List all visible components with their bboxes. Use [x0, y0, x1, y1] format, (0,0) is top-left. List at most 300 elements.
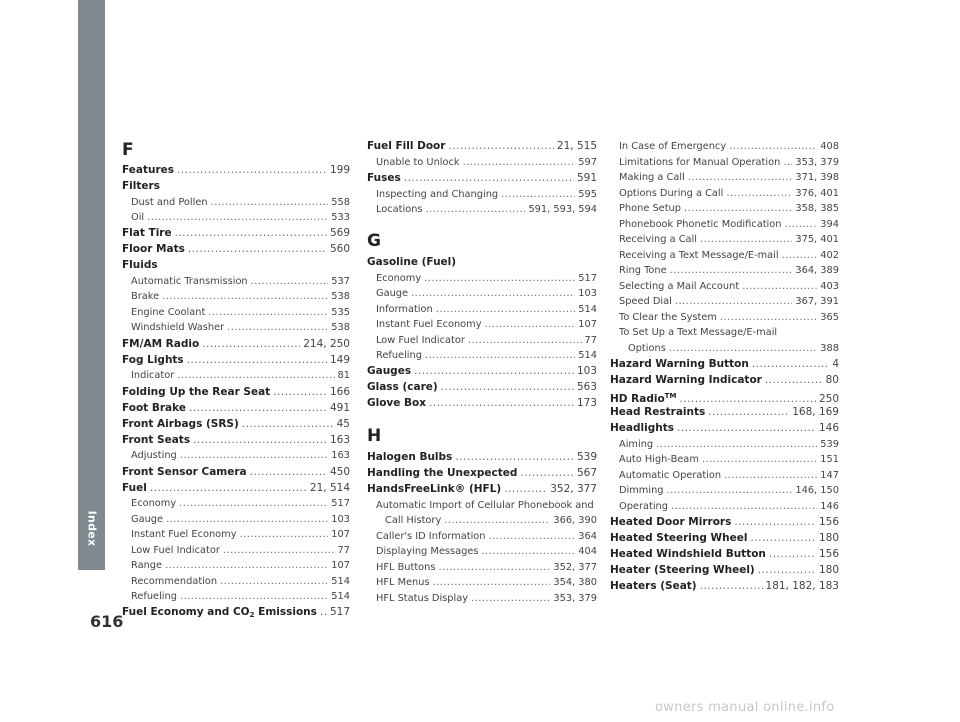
- page-reference[interactable]: 533: [331, 212, 350, 223]
- page-reference[interactable]: 567: [576, 467, 597, 479]
- index-term: [610, 372, 762, 389]
- dot-leader: [752, 356, 829, 373]
- index-subentry: [131, 447, 350, 464]
- index-term: [619, 293, 672, 310]
- index-term-text: Call History: [385, 515, 442, 526]
- index-subentry: [376, 590, 597, 607]
- page-reference[interactable]: 149: [329, 354, 350, 366]
- index-term: [122, 604, 317, 624]
- index-term-suffix: Emissions: [254, 606, 317, 618]
- index-term: [131, 367, 174, 384]
- page-reference[interactable]: 535: [331, 307, 350, 318]
- dot-leader: [240, 526, 329, 543]
- index-term: [628, 340, 666, 357]
- index-term-text: Phone Setup: [619, 203, 681, 214]
- page-reference[interactable]: 199: [329, 164, 350, 176]
- index-term: [610, 578, 697, 595]
- dot-leader: [175, 225, 327, 242]
- page-reference[interactable]: 352, 377: [550, 483, 597, 495]
- page-reference[interactable]: 408: [820, 141, 839, 152]
- dot-leader: [429, 395, 574, 412]
- page-reference[interactable]: 156: [818, 548, 839, 560]
- page-reference[interactable]: 591, 593, 594: [528, 204, 597, 215]
- index-subentry: [619, 482, 839, 499]
- dot-leader: [669, 340, 817, 357]
- dot-leader: [189, 400, 327, 417]
- dot-leader: [227, 319, 328, 336]
- page-reference[interactable]: 107: [331, 529, 350, 540]
- index-term-text: Flat Tire: [122, 227, 172, 239]
- index-term: [122, 241, 185, 258]
- index-entry: [610, 404, 839, 421]
- index-term-text: Low Fuel Indicator: [131, 545, 220, 556]
- dot-leader: [667, 482, 793, 499]
- index-term: [619, 231, 697, 248]
- dot-leader: [758, 562, 816, 579]
- index-entry: [610, 514, 839, 531]
- page-reference[interactable]: 250: [818, 393, 839, 405]
- page-reference[interactable]: 403: [820, 281, 839, 292]
- dot-leader: [404, 170, 574, 187]
- index-term-text: Engine Coolant: [131, 307, 206, 318]
- index-subentry: [131, 588, 350, 605]
- page-reference[interactable]: 156: [818, 516, 839, 528]
- index-entry: [610, 562, 839, 579]
- index-term: [385, 512, 441, 529]
- page-reference[interactable]: 371, 398: [795, 172, 839, 183]
- page-reference[interactable]: 404: [578, 546, 597, 557]
- page-reference[interactable]: 365: [820, 312, 839, 323]
- index-term: [619, 482, 664, 499]
- dot-leader: [481, 543, 575, 560]
- dot-leader: [700, 578, 763, 595]
- dot-leader: [675, 293, 793, 310]
- index-term-text: Refueling: [131, 591, 177, 602]
- index-term-text: FM/AM Radio: [122, 338, 200, 350]
- page-reference[interactable]: 375, 401: [795, 234, 839, 245]
- dot-leader: [671, 498, 817, 515]
- index-term-text: Windshield Washer: [131, 322, 225, 333]
- index-subentry: [131, 526, 350, 543]
- page-reference[interactable]: 595: [578, 189, 597, 200]
- index-term: [610, 514, 731, 531]
- index-term-text: Economy: [131, 498, 177, 509]
- index-term: [367, 449, 452, 466]
- index-term: [376, 543, 478, 560]
- index-term: [367, 379, 438, 396]
- index-term: [122, 464, 247, 481]
- index-term-text: Heated Steering Wheel: [610, 532, 748, 544]
- dot-leader: [426, 201, 526, 218]
- index-term: [619, 262, 667, 279]
- index-term-text: Displaying Messages: [376, 546, 479, 557]
- page-reference[interactable]: 558: [331, 197, 350, 208]
- dot-leader: [425, 347, 575, 364]
- index-term: [131, 526, 237, 543]
- page-reference[interactable]: 517: [578, 273, 597, 284]
- page-reference[interactable]: 173: [576, 397, 597, 409]
- page-reference[interactable]: 514: [331, 576, 350, 587]
- index-term-text: Options: [628, 343, 666, 354]
- index-term-text: Gasoline (Fuel): [367, 256, 457, 268]
- dot-leader: [177, 367, 334, 384]
- index-term-text: HD Radio: [610, 393, 665, 405]
- index-term-text: Operating: [619, 501, 668, 512]
- dot-leader: [147, 209, 328, 226]
- page-reference[interactable]: 180: [818, 532, 839, 544]
- index-term-text: HFL Buttons: [376, 562, 436, 573]
- index-term-text: Fuses: [367, 172, 401, 184]
- index-entry: [610, 388, 839, 405]
- dot-leader: [202, 336, 300, 353]
- index-entry: [122, 400, 350, 417]
- index-term-text: Instant Fuel Economy: [131, 529, 237, 540]
- page-reference[interactable]: 146: [818, 422, 839, 434]
- index-term: [610, 356, 749, 373]
- page-reference[interactable]: 81: [337, 370, 350, 381]
- index-term: [131, 588, 177, 605]
- page-reference[interactable]: 103: [331, 514, 350, 525]
- index-term: [376, 201, 423, 218]
- page-reference[interactable]: 537: [331, 276, 350, 287]
- index-term: [610, 546, 766, 563]
- page-reference[interactable]: 560: [329, 243, 350, 255]
- page-reference[interactable]: 597: [578, 157, 597, 168]
- index-entry: [610, 356, 839, 373]
- index-term-text: Phonebook Phonetic Modification: [619, 219, 782, 230]
- index-term-text: Options During a Call: [619, 188, 724, 199]
- index-term-text: Fuel Economy and CO: [122, 606, 250, 618]
- page-reference[interactable]: 402: [820, 250, 839, 261]
- page-reference[interactable]: 538: [331, 322, 350, 333]
- index-term: [610, 530, 747, 547]
- page-reference[interactable]: 376, 401: [795, 188, 839, 199]
- page-reference[interactable]: 146, 150: [795, 485, 839, 496]
- page-reference[interactable]: 21, 514: [309, 482, 350, 494]
- page-reference[interactable]: 538: [331, 291, 350, 302]
- index-subentry: [131, 319, 350, 336]
- index-subentry: [376, 285, 597, 302]
- page-reference[interactable]: 364, 389: [795, 265, 839, 276]
- dot-leader: [485, 316, 576, 333]
- index-entry: [367, 465, 597, 482]
- index-subentry: [131, 367, 350, 384]
- dot-leader: [179, 495, 328, 512]
- index-term: [367, 481, 501, 498]
- index-term-text: Selecting a Mail Account: [619, 281, 740, 292]
- index-term-text: Auto High-Beam: [619, 454, 699, 465]
- page-reference[interactable]: 364: [578, 531, 597, 542]
- index-entry: [367, 449, 597, 466]
- index-entry: [122, 604, 350, 621]
- index-term: [122, 336, 199, 353]
- index-term: [122, 178, 160, 195]
- section-letter: F: [122, 140, 134, 160]
- index-subentry: [131, 209, 350, 226]
- dot-leader: [520, 465, 574, 482]
- index-subentry: [619, 498, 839, 515]
- index-term-text: Handling the Unexpected: [367, 467, 518, 479]
- index-entry: [122, 384, 350, 401]
- page-reference[interactable]: 146: [820, 501, 839, 512]
- index-term: [376, 590, 468, 607]
- index-subentry: [619, 169, 839, 186]
- index-entry: [122, 257, 350, 274]
- page-reference[interactable]: 514: [578, 350, 597, 361]
- index-term-text: Brake: [131, 291, 160, 302]
- index-term-text: Caller's ID Information: [376, 531, 486, 542]
- index-entry: [122, 336, 350, 353]
- page-reference[interactable]: 517: [331, 498, 350, 509]
- index-term: [122, 225, 172, 242]
- index-term-text: Gauge: [131, 514, 164, 525]
- dot-leader: [684, 200, 792, 217]
- page-reference[interactable]: 569: [329, 227, 350, 239]
- dot-leader: [471, 590, 550, 607]
- index-term-text: Filters: [122, 180, 160, 192]
- dot-leader: [700, 231, 792, 248]
- dot-leader: [165, 557, 328, 574]
- index-term-text: Automatic Import of Cellular Phonebook and: [376, 500, 594, 511]
- page-reference[interactable]: 107: [331, 560, 350, 571]
- index-term: [367, 254, 456, 271]
- page-reference[interactable]: 539: [820, 439, 839, 450]
- dot-leader: [734, 514, 816, 531]
- index-entry: [122, 225, 350, 242]
- page-reference[interactable]: 163: [331, 450, 350, 461]
- index-term-text: Locations: [376, 204, 423, 215]
- index-term: [367, 138, 445, 155]
- dot-leader: [688, 169, 793, 186]
- dot-leader: [441, 379, 574, 396]
- index-term-text: Heaters (Seat): [610, 580, 697, 592]
- index-entry: [610, 578, 839, 595]
- index-term: [131, 288, 159, 305]
- dot-leader: [463, 154, 576, 171]
- page-reference[interactable]: 45: [336, 418, 350, 430]
- index-entry: [367, 138, 597, 155]
- dot-leader: [702, 451, 817, 468]
- page-reference[interactable]: 394: [820, 219, 839, 230]
- index-subentry: [385, 512, 597, 529]
- index-term-text: Ring Tone: [619, 265, 667, 276]
- index-term-text: To Clear the System: [619, 312, 717, 323]
- index-term: [619, 169, 685, 186]
- index-term: [131, 319, 224, 336]
- index-entry: [122, 178, 350, 195]
- dot-leader: [414, 363, 574, 380]
- index-term-text: Adjusting: [131, 450, 177, 461]
- index-term-text: Hazard Warning Indicator: [610, 374, 762, 386]
- index-subentry: [619, 324, 839, 341]
- index-term: [376, 316, 482, 333]
- page-reference[interactable]: 517: [329, 606, 350, 618]
- dot-leader: [448, 138, 553, 155]
- dot-leader: [708, 404, 789, 421]
- index-term-text: Aiming: [619, 439, 654, 450]
- index-term: [131, 557, 162, 574]
- page-reference[interactable]: 77: [337, 545, 350, 556]
- page-reference[interactable]: 166: [329, 386, 350, 398]
- index-term-text: Heated Windshield Button: [610, 548, 766, 560]
- page-reference[interactable]: 147: [820, 470, 839, 481]
- index-term: [619, 451, 699, 468]
- page-reference[interactable]: 151: [820, 454, 839, 465]
- index-entry: [610, 546, 839, 563]
- dot-leader: [765, 372, 823, 389]
- index-term-text: Speed Dial: [619, 296, 672, 307]
- page-reference[interactable]: 352, 377: [553, 562, 597, 573]
- index-entry: [610, 530, 839, 547]
- index-entry: [367, 379, 597, 396]
- page-reference[interactable]: 168, 169: [792, 406, 839, 418]
- index-term: [610, 420, 674, 437]
- dot-leader: [188, 241, 327, 258]
- trademark-mark: TM: [664, 392, 677, 400]
- index-term-text: Features: [122, 164, 174, 176]
- index-term-text: HFL Status Display: [376, 593, 469, 604]
- index-term: [619, 138, 726, 155]
- page-reference[interactable]: 514: [578, 304, 597, 315]
- index-subentry: [628, 340, 839, 357]
- index-term-text: HandsFreeLink® (HFL): [367, 483, 502, 495]
- index-subentry: [619, 262, 839, 279]
- index-term-text: Foot Brake: [122, 402, 186, 414]
- index-term-text: Gauge: [376, 288, 409, 299]
- index-subentry: [619, 293, 839, 310]
- index-term-text: Automatic Operation: [619, 470, 722, 481]
- index-term-text: Automatic Transmission: [131, 276, 248, 287]
- index-term: [610, 562, 755, 579]
- index-term: [367, 465, 517, 482]
- index-term-text: Making a Call: [619, 172, 685, 183]
- index-term: [610, 404, 705, 421]
- dot-leader: [273, 384, 327, 401]
- index-entry: [122, 241, 350, 258]
- page-reference[interactable]: 180: [818, 564, 839, 576]
- dot-leader: [177, 162, 327, 179]
- index-entry: [367, 170, 597, 187]
- page-reference[interactable]: 491: [329, 402, 350, 414]
- index-entry: [367, 363, 597, 380]
- index-side-tab-label-wrap: [78, 498, 105, 558]
- page-reference[interactable]: 77: [584, 335, 597, 346]
- dot-leader: [162, 288, 328, 305]
- index-subentry: [376, 543, 597, 560]
- page-reference[interactable]: 4: [832, 358, 839, 370]
- index-term-text: Fuel Fill Door: [367, 140, 446, 152]
- page-reference[interactable]: 367, 391: [795, 296, 839, 307]
- index-term-text: Low Fuel Indicator: [376, 335, 465, 346]
- dot-leader: [750, 530, 815, 547]
- index-term-text: Fog Lights: [122, 354, 184, 366]
- index-term: [122, 162, 174, 179]
- index-term-text: Gauges: [367, 365, 412, 377]
- index-subentry: [131, 495, 350, 512]
- index-term: [131, 209, 144, 226]
- page-reference[interactable]: 563: [576, 381, 597, 393]
- page-reference[interactable]: 354, 380: [553, 577, 597, 588]
- page-reference[interactable]: 591: [576, 172, 597, 184]
- dot-leader: [729, 138, 817, 155]
- dot-leader: [242, 416, 334, 433]
- page-reference[interactable]: 103: [576, 365, 597, 377]
- dot-leader: [504, 481, 547, 498]
- index-term: [376, 285, 408, 302]
- subscript: 2: [249, 611, 255, 619]
- page-reference[interactable]: 103: [578, 288, 597, 299]
- index-term-text: Limitations for Manual Operation: [619, 157, 781, 168]
- index-term-text: Economy: [376, 273, 422, 284]
- page-reference[interactable]: 366, 390: [553, 515, 597, 526]
- page-reference[interactable]: 80: [825, 374, 839, 386]
- index-term-text: Receiving a Call: [619, 234, 697, 245]
- index-entry: [367, 481, 597, 498]
- index-subentry: [376, 154, 597, 171]
- index-term-text: Information: [376, 304, 433, 315]
- page-reference[interactable]: 21, 515: [556, 140, 597, 152]
- index-term-text: Headlights: [610, 422, 674, 434]
- page-reference[interactable]: 214, 250: [303, 338, 350, 350]
- page-number: 616: [90, 612, 124, 631]
- page-reference[interactable]: 107: [578, 319, 597, 330]
- index-entry: [122, 464, 350, 481]
- index-term-text: Floor Mats: [122, 243, 185, 255]
- index-subentry: [131, 557, 350, 574]
- index-side-tab-label: Index: [85, 510, 99, 546]
- index-term: [376, 154, 460, 171]
- index-term: [122, 400, 186, 417]
- index-entry: [610, 372, 839, 389]
- index-term-text: HFL Menus: [376, 577, 430, 588]
- index-subentry: [619, 200, 839, 217]
- index-term-text: Unable to Unlock: [376, 157, 460, 168]
- index-entry: [122, 416, 350, 433]
- index-term: [122, 384, 270, 401]
- index-term: [367, 170, 401, 187]
- page-reference[interactable]: 353, 379: [795, 157, 839, 168]
- index-term-text: Oil: [131, 212, 145, 223]
- page-reference[interactable]: 353, 379: [553, 593, 597, 604]
- page-reference[interactable]: 163: [329, 434, 350, 446]
- index-term-text: Front Seats: [122, 434, 191, 446]
- page-reference[interactable]: 450: [329, 466, 350, 478]
- page-reference[interactable]: 181, 182, 183: [765, 580, 839, 592]
- watermark: owners manual online.info: [655, 700, 835, 715]
- page-reference[interactable]: 388: [820, 343, 839, 354]
- section-letter: H: [367, 426, 382, 446]
- page-reference[interactable]: 358, 385: [795, 203, 839, 214]
- page-reference[interactable]: 514: [331, 591, 350, 602]
- index-term-text: Fuel: [122, 482, 147, 494]
- index-side-tab: [78, 0, 105, 570]
- index-term-text: In Case of Emergency: [619, 141, 727, 152]
- index-entry: [122, 162, 350, 179]
- index-term: [367, 363, 411, 380]
- dot-leader: [250, 464, 327, 481]
- dot-leader: [433, 574, 551, 591]
- index-term-text: Glove Box: [367, 397, 427, 409]
- index-term-text: Receiving a Text Message/E-mail: [619, 250, 779, 261]
- dot-leader: [180, 588, 328, 605]
- index-term: [122, 416, 239, 433]
- page-reference[interactable]: 539: [576, 451, 597, 463]
- index-term-text: Refueling: [376, 350, 422, 361]
- index-subentry: [131, 288, 350, 305]
- index-term-text: Hazard Warning Button: [610, 358, 749, 370]
- index-entry: [367, 254, 597, 271]
- index-subentry: [376, 574, 597, 591]
